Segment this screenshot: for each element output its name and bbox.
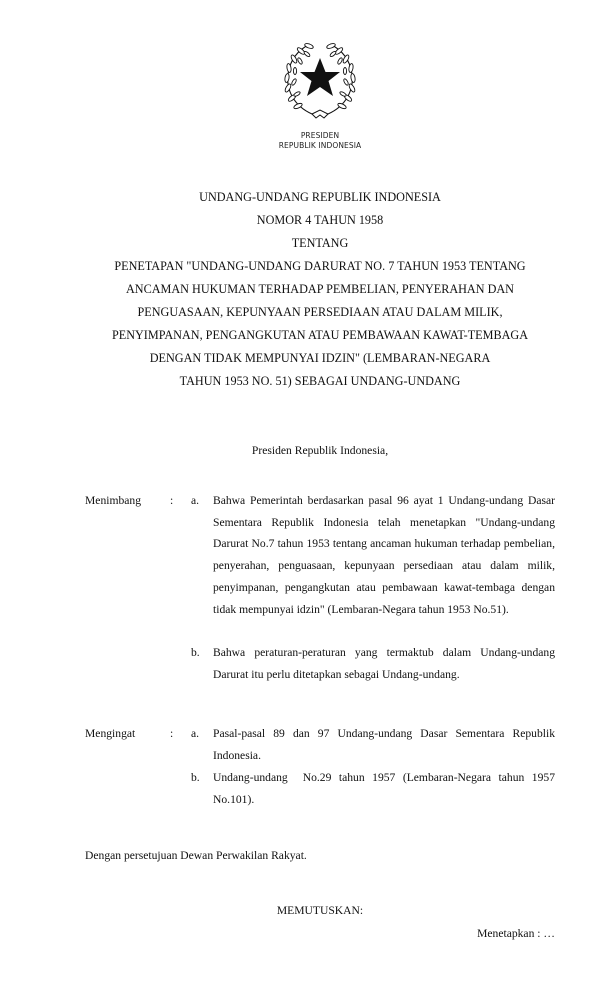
emblem-caption-presiden: PRESIDEN bbox=[300, 131, 340, 140]
mengingat-item-a-letter: a. bbox=[191, 727, 200, 740]
mengingat-label: Mengingat bbox=[85, 727, 136, 740]
emblem-caption-republik: REPUBLIK INDONESIA bbox=[278, 141, 362, 150]
menimbang-item-b-text: Bahwa peraturan-peraturan yang termaktub dalam Undang-undang Darurat itu perlu ditetapkan sebagai Undang-undang. bbox=[213, 646, 555, 681]
mengingat-item-b-text: Undang-undang No.29 tahun 1957 (Lembaran-Negara tahun 1957 No.101). bbox=[213, 771, 558, 806]
decision-heading: MEMUTUSKAN: bbox=[276, 904, 364, 917]
law-subject-line-1: PENETAPAN "UNDANG-UNDANG DARURAT NO. 7 TAHUN 1953 TENTANG bbox=[114, 259, 526, 273]
law-subject-line-6: TAHUN 1953 NO. 51) SEBAGAI UNDANG-UNDANG bbox=[179, 374, 461, 388]
law-tentang: TENTANG bbox=[291, 236, 349, 250]
menimbang-item-a-letter: a. bbox=[191, 494, 200, 507]
menimbang-label: Menimbang bbox=[85, 494, 142, 507]
mengingat-item-a-text: Pasal-pasal 89 dan 97 Undang-undang Dasar Sementara Republik Indonesia. bbox=[213, 727, 555, 762]
law-subject-line-3: PENGUASAAN, KEPUNYAAN PERSEDIAAN ATAU DALAM MILIK, bbox=[137, 305, 503, 319]
law-subject-line-2: ANCAMAN HUKUMAN TERHADAP PEMBELIAN, PENYERAHAN DAN bbox=[126, 282, 514, 296]
page-continuation: Menetapkan : … bbox=[477, 927, 555, 940]
menimbang-colon: : bbox=[170, 494, 174, 507]
preamble: Presiden Republik Indonesia, bbox=[251, 444, 389, 457]
law-subject-line-5: DENGAN TIDAK MEMPUNYAI IDZIN" (LEMBARAN-NEGARA bbox=[149, 351, 491, 365]
law-number: NOMOR 4 TAHUN 1958 bbox=[256, 213, 384, 227]
menimbang-item-a-text: Bahwa Pemerintah berdasarkan pasal 96 ayat 1 Undang-undang Dasar Sementara Republik Indonesia telah menetapkan "Undang-undang Darurat No.7 tahun 1953 tentang ancaman hukuman terhadap pembelian, penyerahan, penguasaan, kepunyaan persediaan atau dalam milik, penyimpanan, pengangkutan atau pembawaan kawat-tembaga dengan tidak mempunyai idzin" (Lembaran-Negara tahun 1953 No.51). bbox=[213, 494, 555, 616]
law-title: UNDANG-UNDANG REPUBLIK INDONESIA bbox=[199, 190, 441, 204]
menimbang-item-b-letter: b. bbox=[191, 646, 200, 659]
mengingat-item-b-letter: b. bbox=[191, 771, 200, 784]
presidential-emblem-icon bbox=[282, 40, 358, 120]
law-subject-line-4: PENYIMPANAN, PENGANGKUTAN ATAU PEMBAWAAN KAWAT-TEMBAGA bbox=[111, 328, 528, 342]
mengingat-colon: : bbox=[170, 727, 174, 740]
approval-statement: Dengan persetujuan Dewan Perwakilan Rakyat. bbox=[85, 849, 307, 862]
